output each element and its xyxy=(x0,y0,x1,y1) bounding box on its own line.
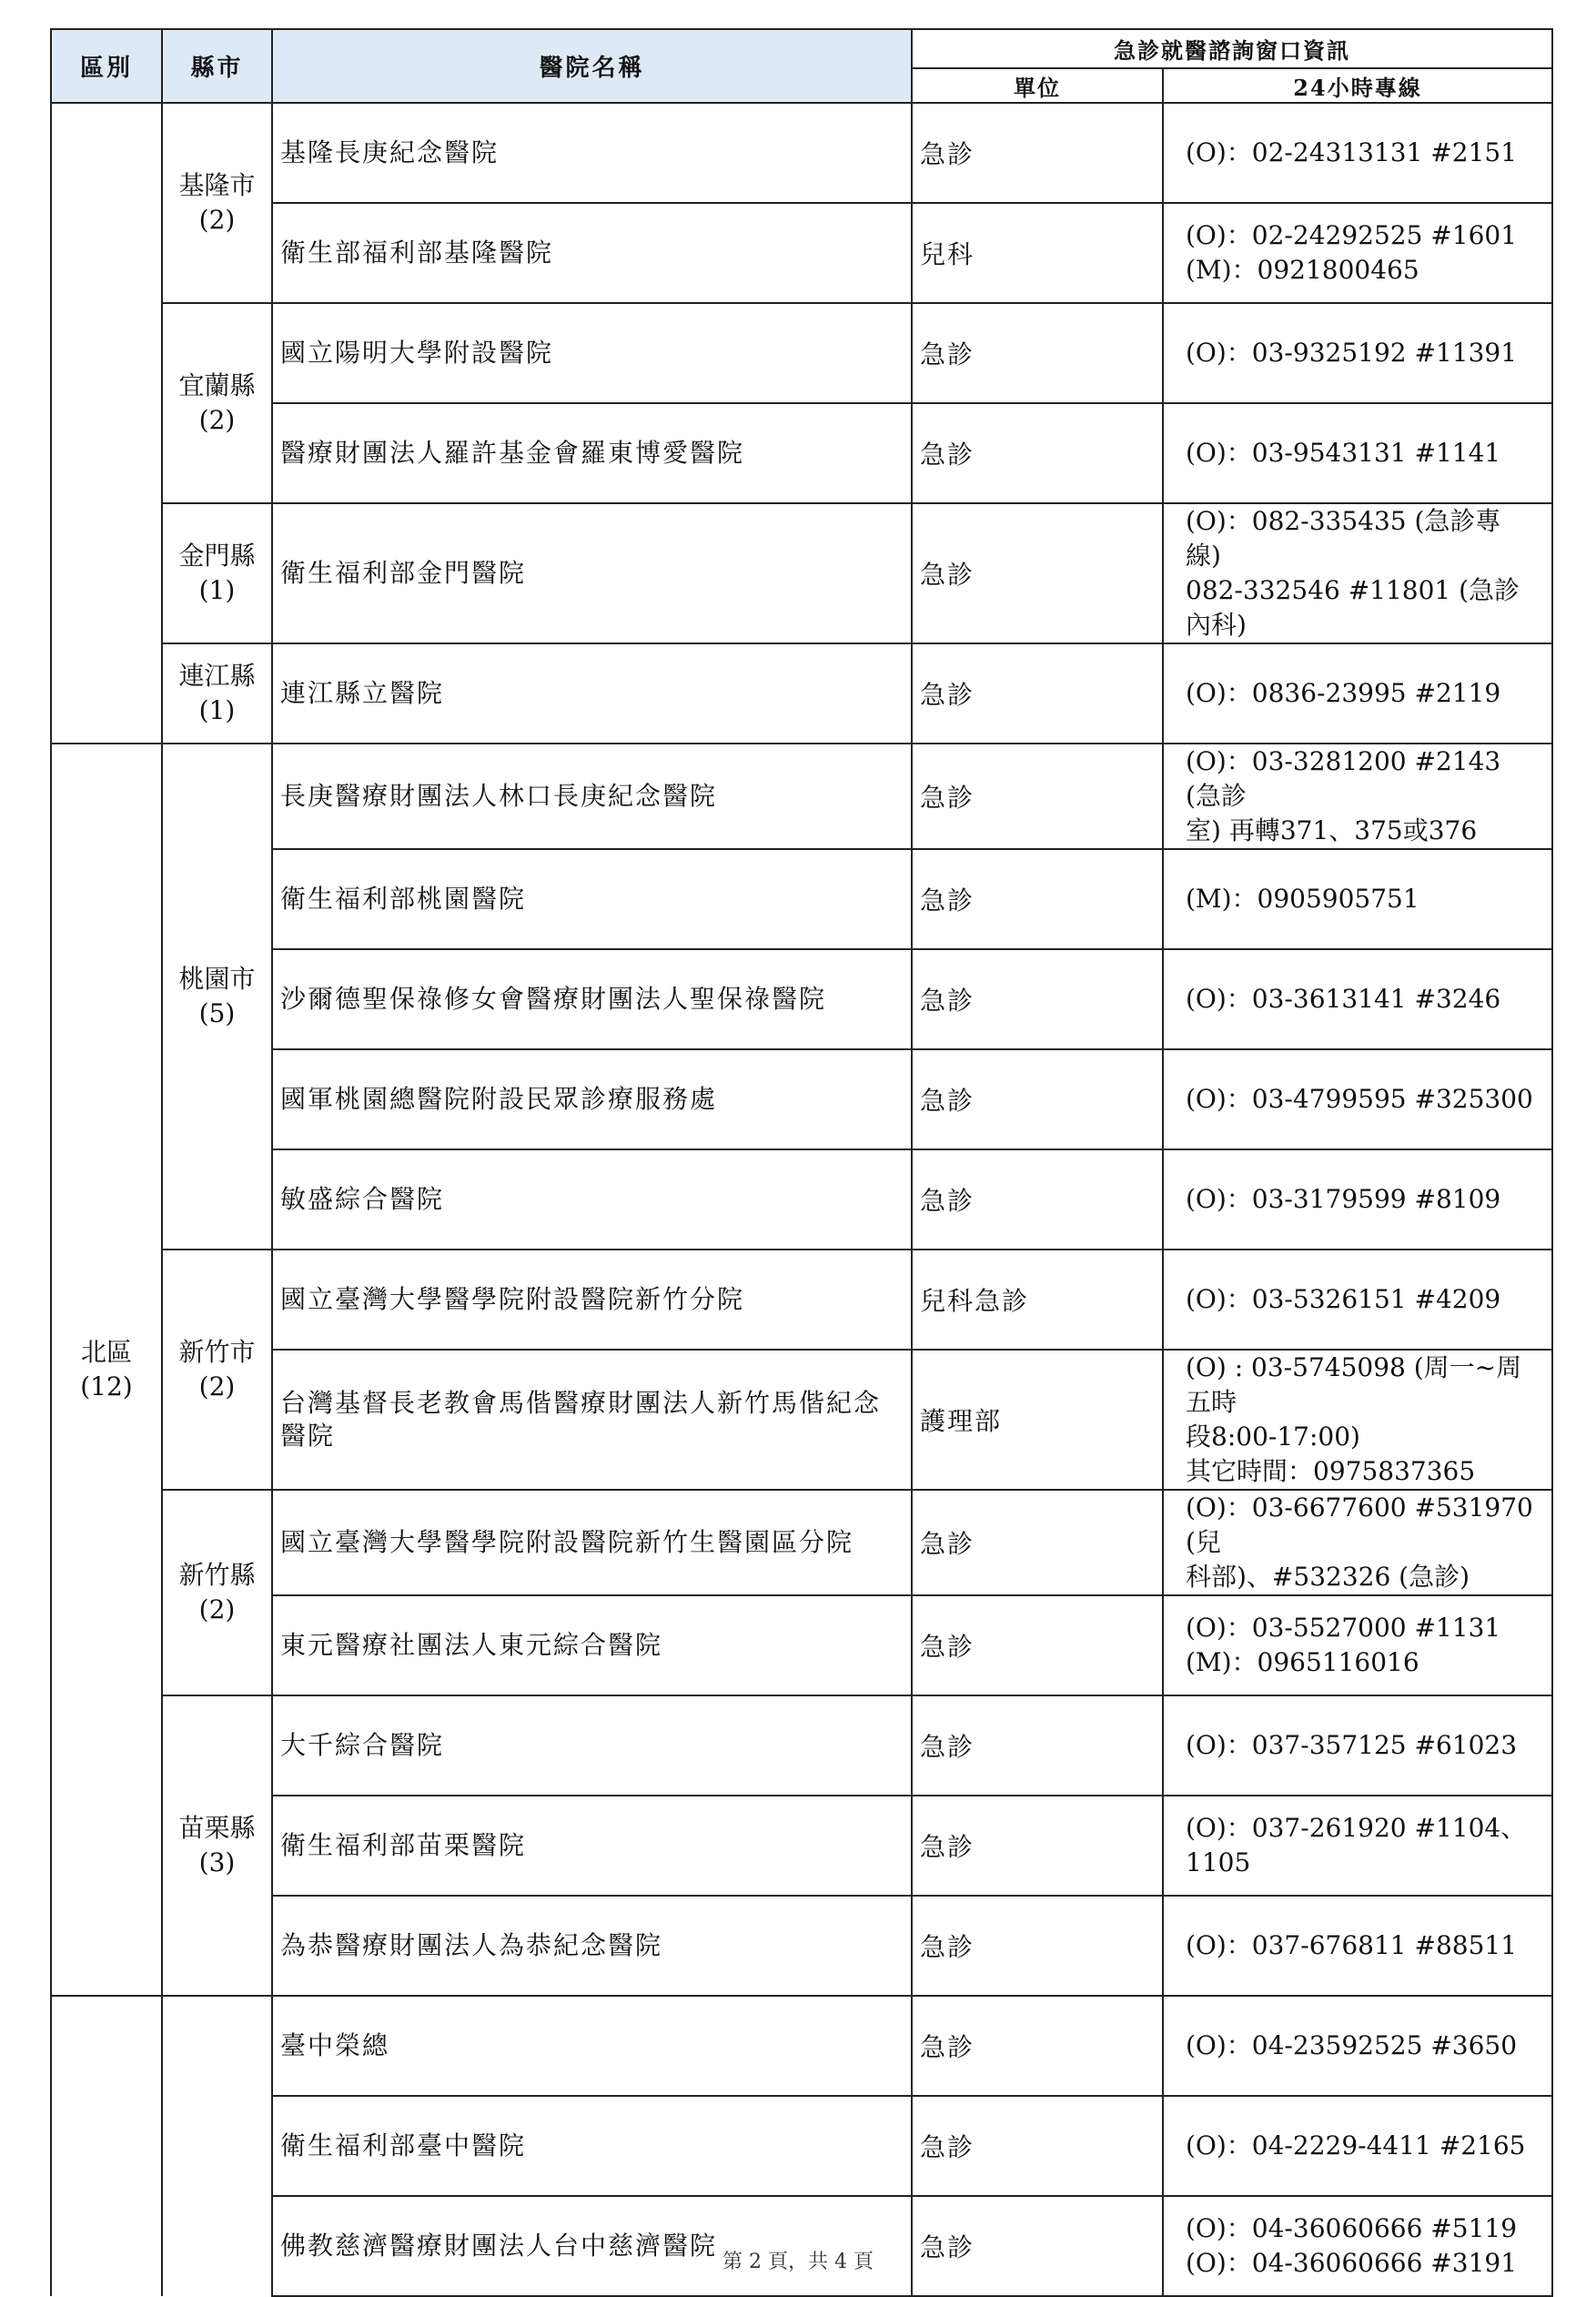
county-count: (2) xyxy=(198,405,236,435)
unit-cell: 急診 xyxy=(912,403,1163,503)
region-name: 北區 xyxy=(80,1337,132,1367)
phone-line: 室) 再轉371、375或376 xyxy=(1186,815,1478,845)
region-count: (12) xyxy=(80,1371,133,1401)
hotline-cell xyxy=(1163,303,1552,403)
hospital-name: 為恭醫療財團法人為恭紀念醫院 xyxy=(272,1896,912,1996)
phone-line: (O)：03-9325192 #11391 xyxy=(1186,338,1518,368)
unit-cell: 兒科急診 xyxy=(912,1250,1163,1350)
hospital-name: 衛生福利部臺中醫院 xyxy=(272,2096,912,2196)
unit-cell: 急診 xyxy=(912,744,1163,849)
phone-line: (O)：03-3613141 #3246 xyxy=(1186,984,1501,1014)
county-count: (5) xyxy=(198,998,236,1028)
phone-line: (O)：037-676811 #88511 xyxy=(1186,1930,1518,1960)
hospital-name: 長庚醫療財團法人林口長庚紀念醫院 xyxy=(272,744,912,849)
hospital-name: 國軍桃園總醫院附設民眾診療服務處 xyxy=(272,1049,912,1149)
hospital-name: 醫療財團法人羅許基金會羅東博愛醫院 xyxy=(272,403,912,503)
county-count: (2) xyxy=(198,1594,236,1624)
table-row xyxy=(51,949,1552,1049)
unit-cell: 急診 xyxy=(912,1996,1163,2096)
phone-line: (O)：04-23592525 #3650 xyxy=(1186,2030,1518,2060)
county-cell xyxy=(162,503,272,643)
phone-line: 段8:00-17:00) xyxy=(1186,1422,1360,1452)
header-group: 急診就醫諮詢窗口資訊 xyxy=(912,29,1552,68)
unit-cell: 急診 xyxy=(912,1695,1163,1796)
county-cell xyxy=(162,1490,272,1695)
phone-line: (O)：03-5326151 #4209 xyxy=(1186,1284,1501,1314)
phone-line: (O)：03-3179599 #8109 xyxy=(1186,1184,1501,1214)
hospital-name: 衛生福利部桃園醫院 xyxy=(272,849,912,949)
hotline-cell xyxy=(1163,1595,1552,1695)
county-count: (1) xyxy=(198,575,236,605)
hotline-cell xyxy=(1163,949,1552,1049)
table-row xyxy=(51,1250,1552,1350)
unit-cell: 急診 xyxy=(912,1049,1163,1149)
region-cell xyxy=(51,103,162,744)
phone-line: (O)：03-6677600 #531970 (兒 xyxy=(1186,1493,1533,1557)
phone-line: (O)：0836-23995 #2119 xyxy=(1186,678,1501,708)
county-name: 桃園市 xyxy=(178,964,256,994)
hotline-cell xyxy=(1163,203,1552,303)
unit-cell: 急診 xyxy=(912,303,1163,403)
county-name: 苗栗縣 xyxy=(178,1813,256,1843)
hospital-name: 臺中榮總 xyxy=(272,1996,912,2096)
hotline-cell xyxy=(1163,503,1552,643)
county-cell xyxy=(162,103,272,303)
unit-cell: 護理部 xyxy=(912,1350,1163,1490)
unit-cell: 急診 xyxy=(912,849,1163,949)
hotline-cell xyxy=(1163,1796,1552,1896)
hospital-name: 衛生部福利部基隆醫院 xyxy=(272,203,912,303)
table-row xyxy=(51,1490,1552,1595)
table-row xyxy=(51,403,1552,503)
header-region: 區別 xyxy=(51,29,162,103)
hospital-table xyxy=(50,28,1553,2297)
hospital-name: 佛教慈濟醫療財團法人台中慈濟醫院 xyxy=(272,2196,912,2296)
table-row xyxy=(51,1350,1552,1490)
phone-line: (O)：037-261920 #1104、1105 xyxy=(1186,1813,1527,1877)
county-name: 宜蘭縣 xyxy=(178,370,256,400)
phone-line: (O)：03-9543131 #1141 xyxy=(1186,438,1501,468)
county-cell xyxy=(162,643,272,744)
hospital-name: 國立臺灣大學醫學院附設醫院新竹分院 xyxy=(272,1250,912,1350)
hotline-cell xyxy=(1163,2096,1552,2196)
hotline-cell xyxy=(1163,1049,1552,1149)
county-name: 連江縣 xyxy=(178,661,256,691)
county-name: 新竹市 xyxy=(178,1337,256,1367)
phone-line: (O)：02-24313131 #2151 xyxy=(1186,137,1518,167)
phone-line: (M)：0905905751 xyxy=(1186,884,1419,914)
unit-cell: 急診 xyxy=(912,503,1163,643)
table-row xyxy=(51,1796,1552,1896)
unit-cell: 急診 xyxy=(912,643,1163,744)
phone-line: (M)：0965116016 xyxy=(1186,1647,1419,1677)
county-cell xyxy=(162,1250,272,1490)
hospital-name: 國立陽明大學附設醫院 xyxy=(272,303,912,403)
table-row xyxy=(51,1896,1552,1996)
county-cell xyxy=(162,1695,272,1996)
table-row xyxy=(51,849,1552,949)
phone-line: 科部)、#532326 (急診) xyxy=(1186,1562,1470,1592)
unit-cell: 急診 xyxy=(912,103,1163,203)
county-count: (1) xyxy=(198,695,236,725)
hotline-cell xyxy=(1163,1695,1552,1796)
hospital-name: 台灣基督長老教會馬偕醫療財團法人新竹馬偕紀念醫院 xyxy=(272,1350,912,1490)
table-row xyxy=(51,203,1552,303)
unit-cell: 急診 xyxy=(912,1490,1163,1595)
hospital-name: 連江縣立醫院 xyxy=(272,643,912,744)
unit-cell: 急診 xyxy=(912,949,1163,1049)
county-name: 金門縣 xyxy=(178,541,256,571)
header-county: 縣市 xyxy=(162,29,272,103)
table-row xyxy=(51,503,1552,643)
hospital-name: 基隆長庚紀念醫院 xyxy=(272,103,912,203)
phone-line: (O) : 03-5745098 (周一~周五時 xyxy=(1186,1352,1522,1417)
table-row xyxy=(51,1149,1552,1250)
hotline-cell xyxy=(1163,103,1552,203)
phone-line: 082-332546 #11801 (急診內科) xyxy=(1186,575,1520,640)
table-row xyxy=(51,2096,1552,2196)
hotline-cell xyxy=(1163,403,1552,503)
unit-cell: 急診 xyxy=(912,2096,1163,2196)
table-row xyxy=(51,1595,1552,1695)
header-hotline: 24小時專線 xyxy=(1163,68,1552,103)
hotline-cell xyxy=(1163,1490,1552,1595)
hospital-name: 敏盛綜合醫院 xyxy=(272,1149,912,1250)
county-cell xyxy=(162,303,272,503)
hotline-cell xyxy=(1163,1350,1552,1490)
phone-line: (O)：04-36060666 #3191 xyxy=(1186,2248,1518,2278)
phone-line: (O)：082-335435 (急診專線) xyxy=(1186,506,1501,571)
header-hospital: 醫院名稱 xyxy=(272,29,912,103)
table-row xyxy=(51,303,1552,403)
county-count: (2) xyxy=(198,205,236,235)
table-row xyxy=(51,103,1552,203)
unit-cell: 急診 xyxy=(912,1796,1163,1896)
hotline-cell xyxy=(1163,643,1552,744)
phone-line: (O)：02-24292525 #1601 xyxy=(1186,220,1518,250)
hotline-cell xyxy=(1163,1996,1552,2096)
phone-line: 其它時間：0975837365 xyxy=(1186,1456,1476,1486)
hotline-cell xyxy=(1163,1250,1552,1350)
table-row xyxy=(51,1049,1552,1149)
unit-cell: 急診 xyxy=(912,2196,1163,2296)
hotline-cell xyxy=(1163,744,1552,849)
unit-cell: 兒科 xyxy=(912,203,1163,303)
county-name: 新竹縣 xyxy=(178,1560,256,1590)
table-body xyxy=(51,103,1552,2296)
phone-line: (M)：0921800465 xyxy=(1186,255,1419,285)
header-unit: 單位 xyxy=(912,68,1163,103)
page-footer: 第 2 頁，共 4 頁 xyxy=(722,2251,874,2273)
table-row xyxy=(51,744,1552,849)
phone-line: (O)：04-36060666 #5119 xyxy=(1186,2213,1518,2243)
phone-line: (O)：037-357125 #61023 xyxy=(1186,1730,1518,1760)
hotline-cell xyxy=(1163,849,1552,949)
hotline-cell xyxy=(1163,1896,1552,1996)
unit-cell: 急診 xyxy=(912,1149,1163,1250)
hospital-name: 大千綜合醫院 xyxy=(272,1695,912,1796)
hospital-name: 衛生福利部苗栗醫院 xyxy=(272,1796,912,1896)
unit-cell: 急診 xyxy=(912,1595,1163,1695)
hospital-name: 沙爾德聖保祿修女會醫療財團法人聖保祿醫院 xyxy=(272,949,912,1049)
hospital-name: 國立臺灣大學醫學院附設醫院新竹生醫園區分院 xyxy=(272,1490,912,1595)
phone-line: (O)：03-4799595 #325300 xyxy=(1186,1084,1533,1114)
phone-line: (O)：03-3281200 #2143 (急診 xyxy=(1186,746,1501,811)
table-row xyxy=(51,1996,1552,2096)
phone-line: (O)：03-5527000 #1131 xyxy=(1186,1613,1501,1643)
hospital-name: 衛生福利部金門醫院 xyxy=(272,503,912,643)
region-cell xyxy=(51,744,162,1996)
county-name: 基隆市 xyxy=(178,170,256,200)
hospital-name: 東元醫療社團法人東元綜合醫院 xyxy=(272,1595,912,1695)
county-count: (2) xyxy=(198,1371,236,1401)
county-cell xyxy=(162,744,272,1250)
hotline-cell xyxy=(1163,1149,1552,1250)
table-row xyxy=(51,1695,1552,1796)
unit-cell: 急診 xyxy=(912,1896,1163,1996)
table-row xyxy=(51,643,1552,744)
county-count: (3) xyxy=(198,1847,236,1877)
phone-line: (O)：04-2229-4411 #2165 xyxy=(1186,2130,1526,2160)
